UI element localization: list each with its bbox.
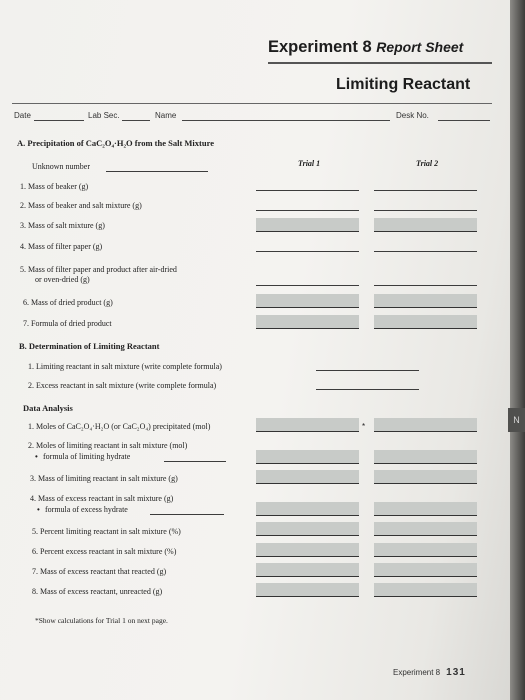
item-a7-trial2[interactable] [374,315,477,329]
item-d6-trial2[interactable] [374,543,477,557]
item-d3-trial2[interactable] [374,470,477,484]
section-a-title: A. Precipitation of CaC₂O₄·H₂O from the Salt Mixture [17,138,214,148]
item-a1-label: 1. Mass of beaker (g) [20,182,89,191]
item-b1-label: 1. Limiting reactant in salt mixture (write complete formula) [28,362,222,371]
title-rule [268,62,492,64]
bullet-icon: • [35,452,38,461]
item-d5-trial2[interactable] [374,522,477,536]
item-d2-label: 2. Moles of limiting reactant in salt mixture (mol) [28,441,188,450]
data-analysis-title: Data Analysis [23,403,73,413]
item-a3-label: 3. Mass of salt mixture (g) [20,221,105,230]
name-label: Name [155,111,177,120]
section-b-title: B. Determination of Limiting Reactant [19,341,160,351]
item-d1-label: 1. Moles of CaC₂O₄·H₂O (or CaC₂O₄) precipitated (mol) [28,422,211,431]
item-a1-trial1[interactable] [256,190,359,191]
item-d1-trial2[interactable] [374,418,477,432]
name-field[interactable] [182,120,390,121]
item-a6-trial2[interactable] [374,294,477,308]
item-d8-trial2[interactable] [374,583,477,597]
item-b2-field[interactable] [316,389,419,390]
item-d7-label: 7. Mass of excess reactant that reacted (g) [32,567,167,576]
item-a3-trial2[interactable] [374,218,477,232]
item-d5-label: 5. Percent limiting reactant in salt mixture (%) [32,527,181,536]
excess-hydrate-field[interactable] [150,514,224,515]
item-a7-label: 7. Formula of dried product [23,319,112,328]
item-a2-trial2[interactable] [374,210,477,211]
item-a5-trial2[interactable] [374,285,477,286]
desk-no-field[interactable] [438,120,490,121]
item-a6-label: 6. Mass of dried product (g) [23,298,113,307]
item-d3-trial1[interactable] [256,470,359,484]
item-a7-trial1[interactable] [256,315,359,329]
item-d8-trial1[interactable] [256,583,359,597]
item-a5-label-cont: or oven-dried (g) [35,275,90,284]
item-d3-label: 3. Mass of limiting reactant in salt mixture (g) [30,474,178,483]
item-d6-trial1[interactable] [256,543,359,557]
item-a2-trial1[interactable] [256,210,359,211]
page-subtitle: Limiting Reactant [336,76,471,93]
header-rule [12,103,492,104]
date-field[interactable] [34,120,84,121]
trial-2-header: Trial 2 [416,159,439,168]
unknown-number-label: Unknown number [32,162,90,171]
item-d7-trial1[interactable] [256,563,359,577]
item-a4-label: 4. Mass of filter paper (g) [20,242,103,251]
item-d5-trial1[interactable] [256,522,359,536]
item-d4-trial2[interactable] [374,502,477,516]
page-number: 131 [446,667,466,678]
page-title: Experiment 8 Report Sheet [268,38,464,56]
page-edge-shadow [510,0,525,700]
date-label: Date [14,111,31,120]
limiting-hydrate-field[interactable] [164,461,226,462]
bullet-icon: • [37,505,40,514]
calculation-note: *Show calculations for Trial 1 on next page. [35,616,168,625]
page-footer: Experiment 8 131 [393,667,466,678]
item-a2-label: 2. Mass of beaker and salt mixture (g) [20,201,142,210]
item-d4-label: 4. Mass of excess reactant in salt mixture (g) [30,494,174,503]
item-d7-trial2[interactable] [374,563,477,577]
unknown-number-field[interactable] [106,171,208,172]
item-d2-trial1[interactable] [256,450,359,464]
item-d2-sub-label: formula of limiting hydrate [43,452,131,461]
side-tab: N [508,408,525,432]
item-d4-sub-label: formula of excess hydrate [45,505,128,514]
lab-sec-label: Lab Sec. [88,111,120,120]
item-a5-label: 5. Mass of filter paper and product after air-dried [20,265,177,274]
star-mark: * [362,422,366,431]
item-d1-trial1[interactable] [256,418,359,432]
item-a4-trial1[interactable] [256,251,359,252]
item-b1-field[interactable] [316,370,419,371]
item-a5-trial1[interactable] [256,285,359,286]
item-d8-label: 8. Mass of excess reactant, unreacted (g) [32,587,163,596]
item-a1-trial2[interactable] [374,190,477,191]
item-a3-trial1[interactable] [256,218,359,232]
lab-sec-field[interactable] [122,120,150,121]
item-d6-label: 6. Percent excess reactant in salt mixture (%) [32,547,177,556]
trial-1-header: Trial 1 [298,159,321,168]
desk-no-label: Desk No. [396,111,429,120]
item-d2-trial2[interactable] [374,450,477,464]
item-a4-trial2[interactable] [374,251,477,252]
item-a6-trial1[interactable] [256,294,359,308]
item-d4-trial1[interactable] [256,502,359,516]
item-b2-label: 2. Excess reactant in salt mixture (write complete formula) [28,381,217,390]
